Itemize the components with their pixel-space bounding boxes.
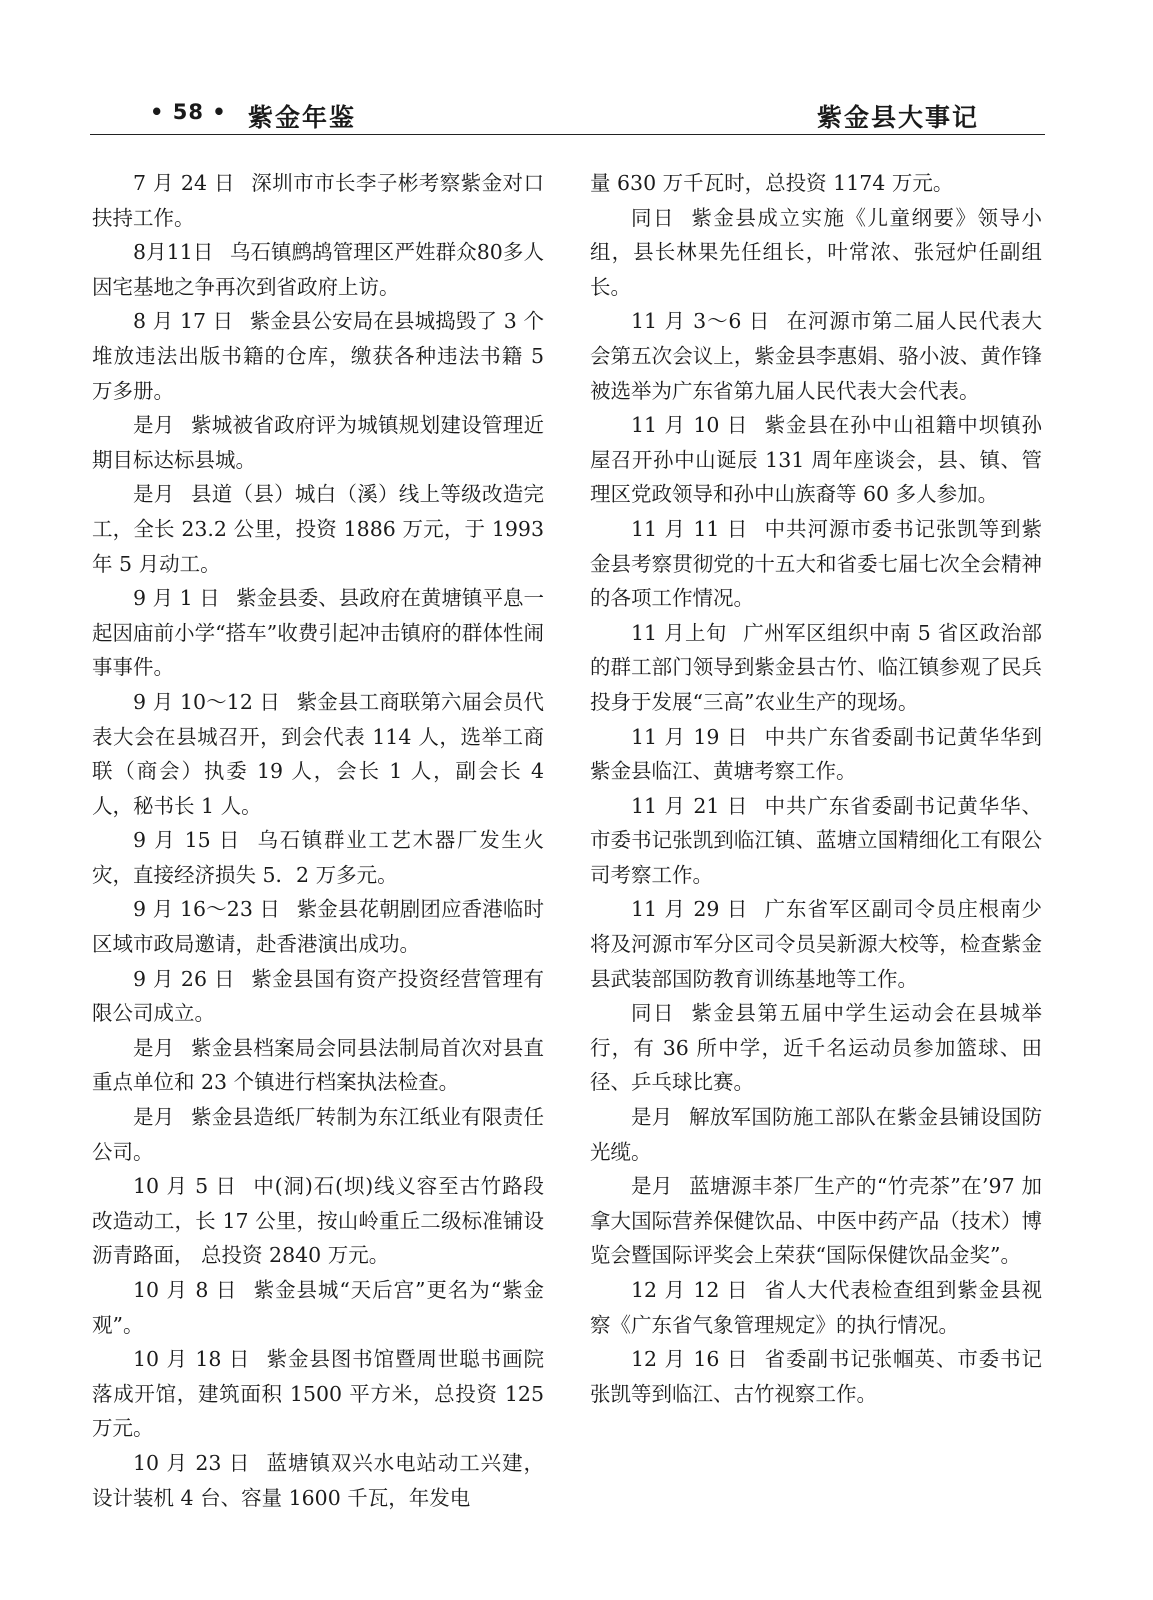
entry-text: 紫城被省政府评为城镇规划建设管理近期目标达标县城。: [92, 413, 545, 472]
entry-text: 蓝塘镇双兴水电站动工兴建，设计装机 4 台、容量 1600 千瓦，年发电: [92, 1450, 544, 1510]
entry-date: 是月: [133, 1035, 175, 1060]
chronicle-entry: [590, 201, 1042, 305]
entry-text: 紫金县城“天后宫”更名为“紫金观”。: [92, 1278, 544, 1337]
entry-text: 紫金县花朝剧团应香港临时区域市政局邀请，赴香港演出成功。: [92, 897, 545, 957]
entry-date: 8 月 17 日: [133, 309, 234, 334]
entry-date: 9 月 26 日: [133, 966, 235, 991]
entry-text: 紫金县公安局在县城捣毁了 3 个堆放违法出版书籍的仓库，缴获各种违法书籍 5 万多册。: [92, 309, 544, 403]
entry-text: 广东省军区副司令员庄根南少将及河源市军分区司令员吴新源大校等，检查紫金县武装部国防教育训练基地等工作。: [590, 897, 1042, 991]
chronicle-entry: [92, 1031, 544, 1100]
entry-text: 紫金县工商联第六届会员代表大会在县城召开，到会代表 114 人，选举工商联（商会）执委 19 人，会长 1 人，副会长 4 人，秘书长 1 人。: [92, 689, 545, 818]
chronicle-entry: [92, 1273, 544, 1342]
chronicle-entry: [590, 1169, 1042, 1273]
chronicle-entry: [92, 1342, 544, 1446]
entry-date: 10 月 8 日: [133, 1278, 238, 1302]
entry-text: 县道（县）城白（溪）线上等级改造完工，全长 23.2 公里，投资 1886 万元，于 1993 年 5 月动工。: [92, 482, 545, 576]
chronicle-entry: [92, 892, 544, 961]
entry-date: 10 月 5 日: [133, 1174, 237, 1199]
entry-date: 是月: [631, 1105, 673, 1130]
entry-text: 深圳市市长李子彬考察紫金对口扶持工作。: [92, 171, 545, 230]
entry-text: 中共广东省委副书记黄华华、市委书记张凯到临江镇、蓝塘立国精细化工有限公司考察工作。: [590, 793, 1042, 887]
section-title: 紫金县大事记: [816, 103, 979, 132]
entry-date: 11 月 19 日: [631, 724, 749, 749]
chronicle-entry: [92, 685, 544, 823]
entry-date: 同日: [631, 1001, 676, 1026]
entry-date: 是月: [133, 482, 175, 507]
chronicle-entry: [590, 408, 1042, 512]
entry-date: 是月: [133, 413, 175, 438]
entry-text: 省委副书记张帼英、市委书记张凯等到临江、古竹视察工作。: [590, 1347, 1042, 1406]
page-number: • 58 •: [150, 100, 227, 124]
entry-text: 紫金县造纸厂转制为东江纸业有限责任公司。: [92, 1105, 545, 1164]
chronicle-entry: [92, 235, 544, 304]
chronicle-entry: [590, 1100, 1042, 1169]
book-title: 紫金年鉴: [248, 103, 357, 132]
chronicle-entry: [590, 1342, 1042, 1411]
entry-date: 11 月 10 日: [631, 413, 749, 438]
entry-date: 11 月 11 日: [631, 516, 749, 541]
chronicle-entry: [92, 1100, 544, 1169]
entry-date: 12 月 16 日: [631, 1347, 749, 1372]
chronicle-entry: [92, 304, 544, 408]
entry-date: 同日: [631, 205, 676, 230]
chronicle-entry: [92, 477, 544, 581]
entry-text: 紫金县在孙中山祖籍中坝镇孙屋召开孙中山诞辰 131 周年座谈会，县、镇、管理区党政领导和孙中山族裔等 60 多人参加。: [590, 413, 1042, 507]
entry-text: 在河源市第二届人民代表大会第五次会议上，紫金县李惠娟、骆小波、黄作锋被选举为广东省第九届人民代表大会代表。: [590, 309, 1042, 403]
chronicle-entry: [590, 892, 1042, 996]
entry-text: 解放军国防施工部队在紫金县铺设国防光缆。: [590, 1105, 1043, 1164]
entry-date: 是月: [631, 1174, 673, 1199]
entry-date: 11 月 3～6 日: [631, 309, 771, 334]
entry-text: 紫金县委、县政府在黄塘镇平息一起因庙前小学“搭车”收费引起冲击镇府的群体性闹事事件。: [92, 586, 545, 680]
entry-text: 中共河源市委书记张凯等到紫金县考察贯彻党的十五大和省委七届七次全会精神的各项工作情况。: [590, 516, 1042, 611]
entry-date: 10 月 23 日: [133, 1450, 251, 1475]
entry-date: 8月11日: [133, 240, 214, 265]
entry-date: 11 月 29 日: [631, 897, 749, 922]
chronicle-entry: [590, 996, 1042, 1100]
entry-date: 9 月 15 日: [133, 828, 242, 853]
chronicle-entry: [92, 823, 544, 892]
chronicle-entry: [92, 1169, 544, 1273]
chronicle-entry: [92, 166, 544, 235]
entry-text: 量 630 万千瓦时，总投资 1174 万元。: [590, 171, 954, 195]
entry-date: 10 月 18 日: [133, 1347, 251, 1372]
entry-date: 7 月 24 日: [133, 171, 235, 195]
entry-text: 乌石镇群业工艺木器厂发生火灾，直接经济损失 5．2 万多元。: [92, 828, 544, 887]
entry-text: 紫金县国有资产投资经营管理有限公司成立。: [92, 966, 545, 1026]
entry-date: 是月: [133, 1105, 175, 1130]
chronicle-entry: [590, 789, 1042, 893]
entry-text: 紫金县图书馆暨周世聪书画院落成开馆，建筑面积 1500 平方米，总投资 125 万元。: [92, 1347, 544, 1441]
chronicle-entry: [590, 304, 1042, 408]
entry-text: 中共广东省委副书记黄华华到紫金县临江、黄塘考察工作。: [590, 724, 1042, 784]
chronicle-entry: [590, 616, 1042, 720]
left-column: [92, 166, 544, 1515]
chronicle-entry: [92, 581, 544, 685]
chronicle-entry: [92, 408, 544, 477]
entry-text: 紫金县第五届中学生运动会在县城举行，有 36 所中学，近千名运动员参加篮球、田径、乒乓球比赛。: [590, 1001, 1043, 1095]
right-column: [590, 166, 1042, 1411]
chronicle-entry: [92, 1446, 544, 1515]
chronicle-entry: [590, 720, 1042, 789]
chronicle-entry: [590, 512, 1042, 616]
chronicle-entry: [590, 1273, 1042, 1342]
chronicle-entry: [590, 166, 1042, 201]
entry-date: 9 月 10～12 日: [133, 689, 281, 714]
entry-text: 省人大代表检查组到紫金县视察《广东省气象管理规定》的执行情况。: [590, 1278, 1042, 1337]
chronicle-entry: [92, 962, 544, 1031]
entry-date: 9 月 1 日: [133, 586, 220, 611]
entry-text: 紫金县档案局会同县法制局首次对县直重点单位和 23 个镇进行档案执法检查。: [92, 1035, 545, 1095]
entry-date: 11 月 21 日: [631, 793, 749, 818]
entry-text: 广州军区组织中南 5 省区政治部的群工部门领导到紫金县古竹、临江镇参观了民兵投身于发展“三高”农业生产的现场。: [590, 620, 1043, 714]
header-divider: [90, 134, 1045, 135]
entry-text: 乌石镇鹧鸪管理区严姓群众80多人因宅基地之争再次到省政府上访。: [92, 240, 544, 299]
entry-text: 蓝塘源丰茶厂生产的“竹壳茶”在’97 加拿大国际营养保健饮品、中医中药产品（技术）博览会暨国际评奖会上荣获“国际保健饮品金奖”。: [590, 1174, 1043, 1268]
entry-date: 9 月 16～23 日: [133, 897, 281, 922]
page-header: [90, 98, 1045, 136]
entry-date: 11 月上旬: [631, 620, 727, 645]
entry-date: 12 月 12 日: [631, 1278, 749, 1302]
entry-text: 紫金县成立实施《儿童纲要》领导小组，县长林果先任组长，叶常浓、张冠炉任副组长。: [590, 205, 1043, 299]
entry-text: 中(洞)石(坝)线义容至古竹路段改造动工，长 17 公里，按山岭重丘二级标准铺设沥青路面， 总投资 2840 万元。: [92, 1174, 544, 1268]
